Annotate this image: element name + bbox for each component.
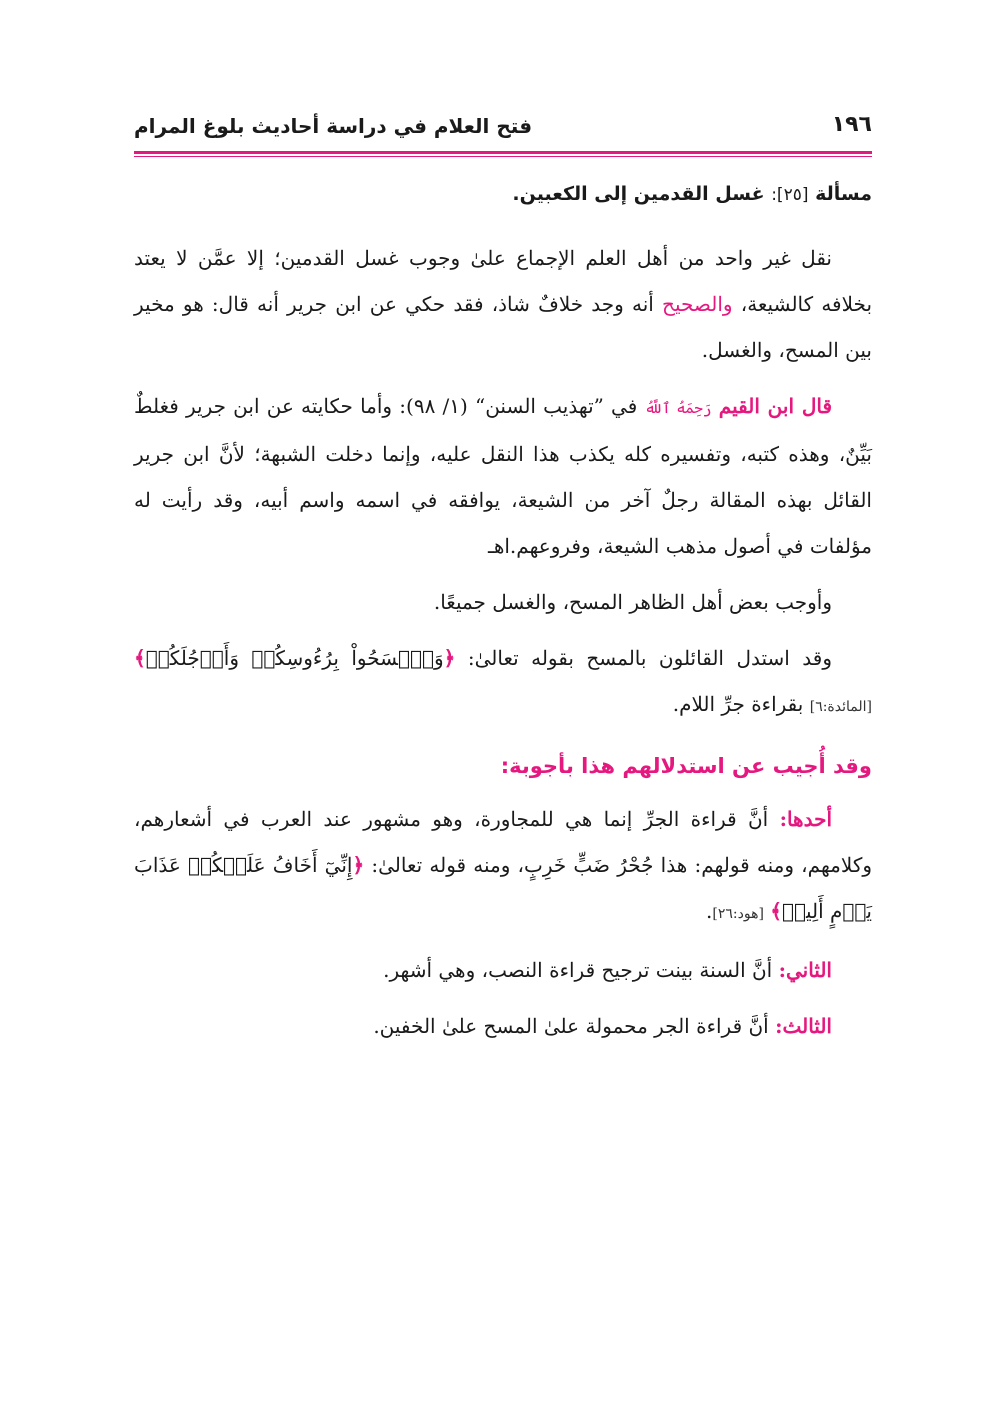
page-number: ١٩٦ [831, 112, 872, 137]
issue-heading [134, 178, 872, 211]
answer-third [134, 1003, 872, 1049]
paragraph-text: بقراءة جرِّ اللام. [672, 692, 804, 716]
correct-view-marker: والصحيح [662, 292, 733, 316]
verse-reference: [هود:٢٦] [712, 906, 764, 922]
paragraph-ibn-qayyim [134, 383, 872, 569]
paragraph-consensus [134, 235, 872, 373]
issue-number: [٢٥]: [771, 185, 809, 205]
quran-verse: إِنِّيٓ أَخَافُ عَلَيۡكُمۡ عَذَابَ يَوۡمٍ أَلِيمٖ [134, 853, 872, 923]
verse-open-bracket: ﴿ [443, 646, 456, 670]
header-divider-thin [134, 156, 872, 157]
quran-verse: وَٱمۡسَحُواْ بِرُءُوسِكُمۡ وَأَرۡجُلَكُمۡ [145, 646, 444, 670]
paragraph-text: نقل غير واحد من أهل العلم الإجماع علىٰ وجوب غسل القدمين؛ إلا عمَّن لا يعتد بخلافه كالشيعة، [134, 246, 873, 316]
paragraph-evidence [134, 635, 872, 730]
answer-label: الثالث: [775, 1014, 832, 1038]
answer-first [134, 796, 872, 937]
answer-second [134, 947, 872, 993]
header-divider [134, 151, 872, 154]
page-content [134, 172, 872, 1049]
paragraph-text: أنَّ قراءة الجر محمولة علىٰ المسح علىٰ الخفين. [373, 1014, 769, 1038]
paragraph-text: وقد استدل القائلون بالمسح بقوله تعالىٰ: [467, 646, 832, 670]
paragraph-zahiri [134, 579, 872, 625]
issue-title: غسل القدمين إلى الكعبين. [512, 183, 765, 205]
page-header [134, 112, 872, 146]
paragraph-text: أنَّ قراءة الجرِّ إنما هي للمجاورة، وهو مشهور عند العرب في أشعارهم، وكلامهم، ومنه قولهم: هذا جُحْرُ ضَبٍّ خَرِبٍ، ومنه قوله تعالىٰ: [134, 807, 872, 877]
answer-label: أحدها: [779, 807, 833, 831]
verse-close-bracket: ﴾ [770, 899, 782, 923]
speaker-name: قال ابن القيم [718, 394, 833, 418]
section-heading: وقد أُجيب عن استدلالهم هذا بأجوبة: [500, 754, 872, 778]
verse-open-bracket: ﴿ [352, 853, 365, 877]
issue-label: مسألة [815, 183, 872, 205]
paragraph-text: أنه وجد خلافٌ شاذ، فقد حكي عن ابن جرير أنه قال: هو مخير بين المسح، والغسل. [134, 292, 872, 362]
paragraph-text: في ”تهذيب السنن“ (١/ ٩٨): وأما حكايته عن ابن جرير فغلطٌ بَيِّنٌ، وهذه كتبه، وتفسيره كله يكذب هذا النقل عليه، وإنما دخلت الشبهة؛ لأنَّ ابن جرير القائل بهذه المقالة رجلٌ آخر من الشيعة، يوافقه في اسمه واسم أبيه، وقد رأيت له مؤلفات في أصول مذهب الشيعة، وفروعهم.اهـ [134, 394, 872, 558]
honorific: رَحِمَهُ ٱللَّهُ [644, 399, 712, 417]
paragraph-text: أنَّ السنة بينت ترجيح قراءة النصب، وهي أشهر. [383, 958, 773, 982]
verse-reference: [المائدة:٦] [809, 699, 872, 715]
book-title: فتح العلام في دراسة أحاديث بلوغ المرام [134, 114, 533, 138]
paragraph-text: . [706, 899, 713, 923]
answer-label: الثاني: [778, 958, 832, 982]
paragraph-text: وأوجب بعض أهل الظاهر المسح، والغسل جميعًا. [433, 590, 832, 614]
verse-close-bracket: ﴾ [134, 646, 146, 670]
